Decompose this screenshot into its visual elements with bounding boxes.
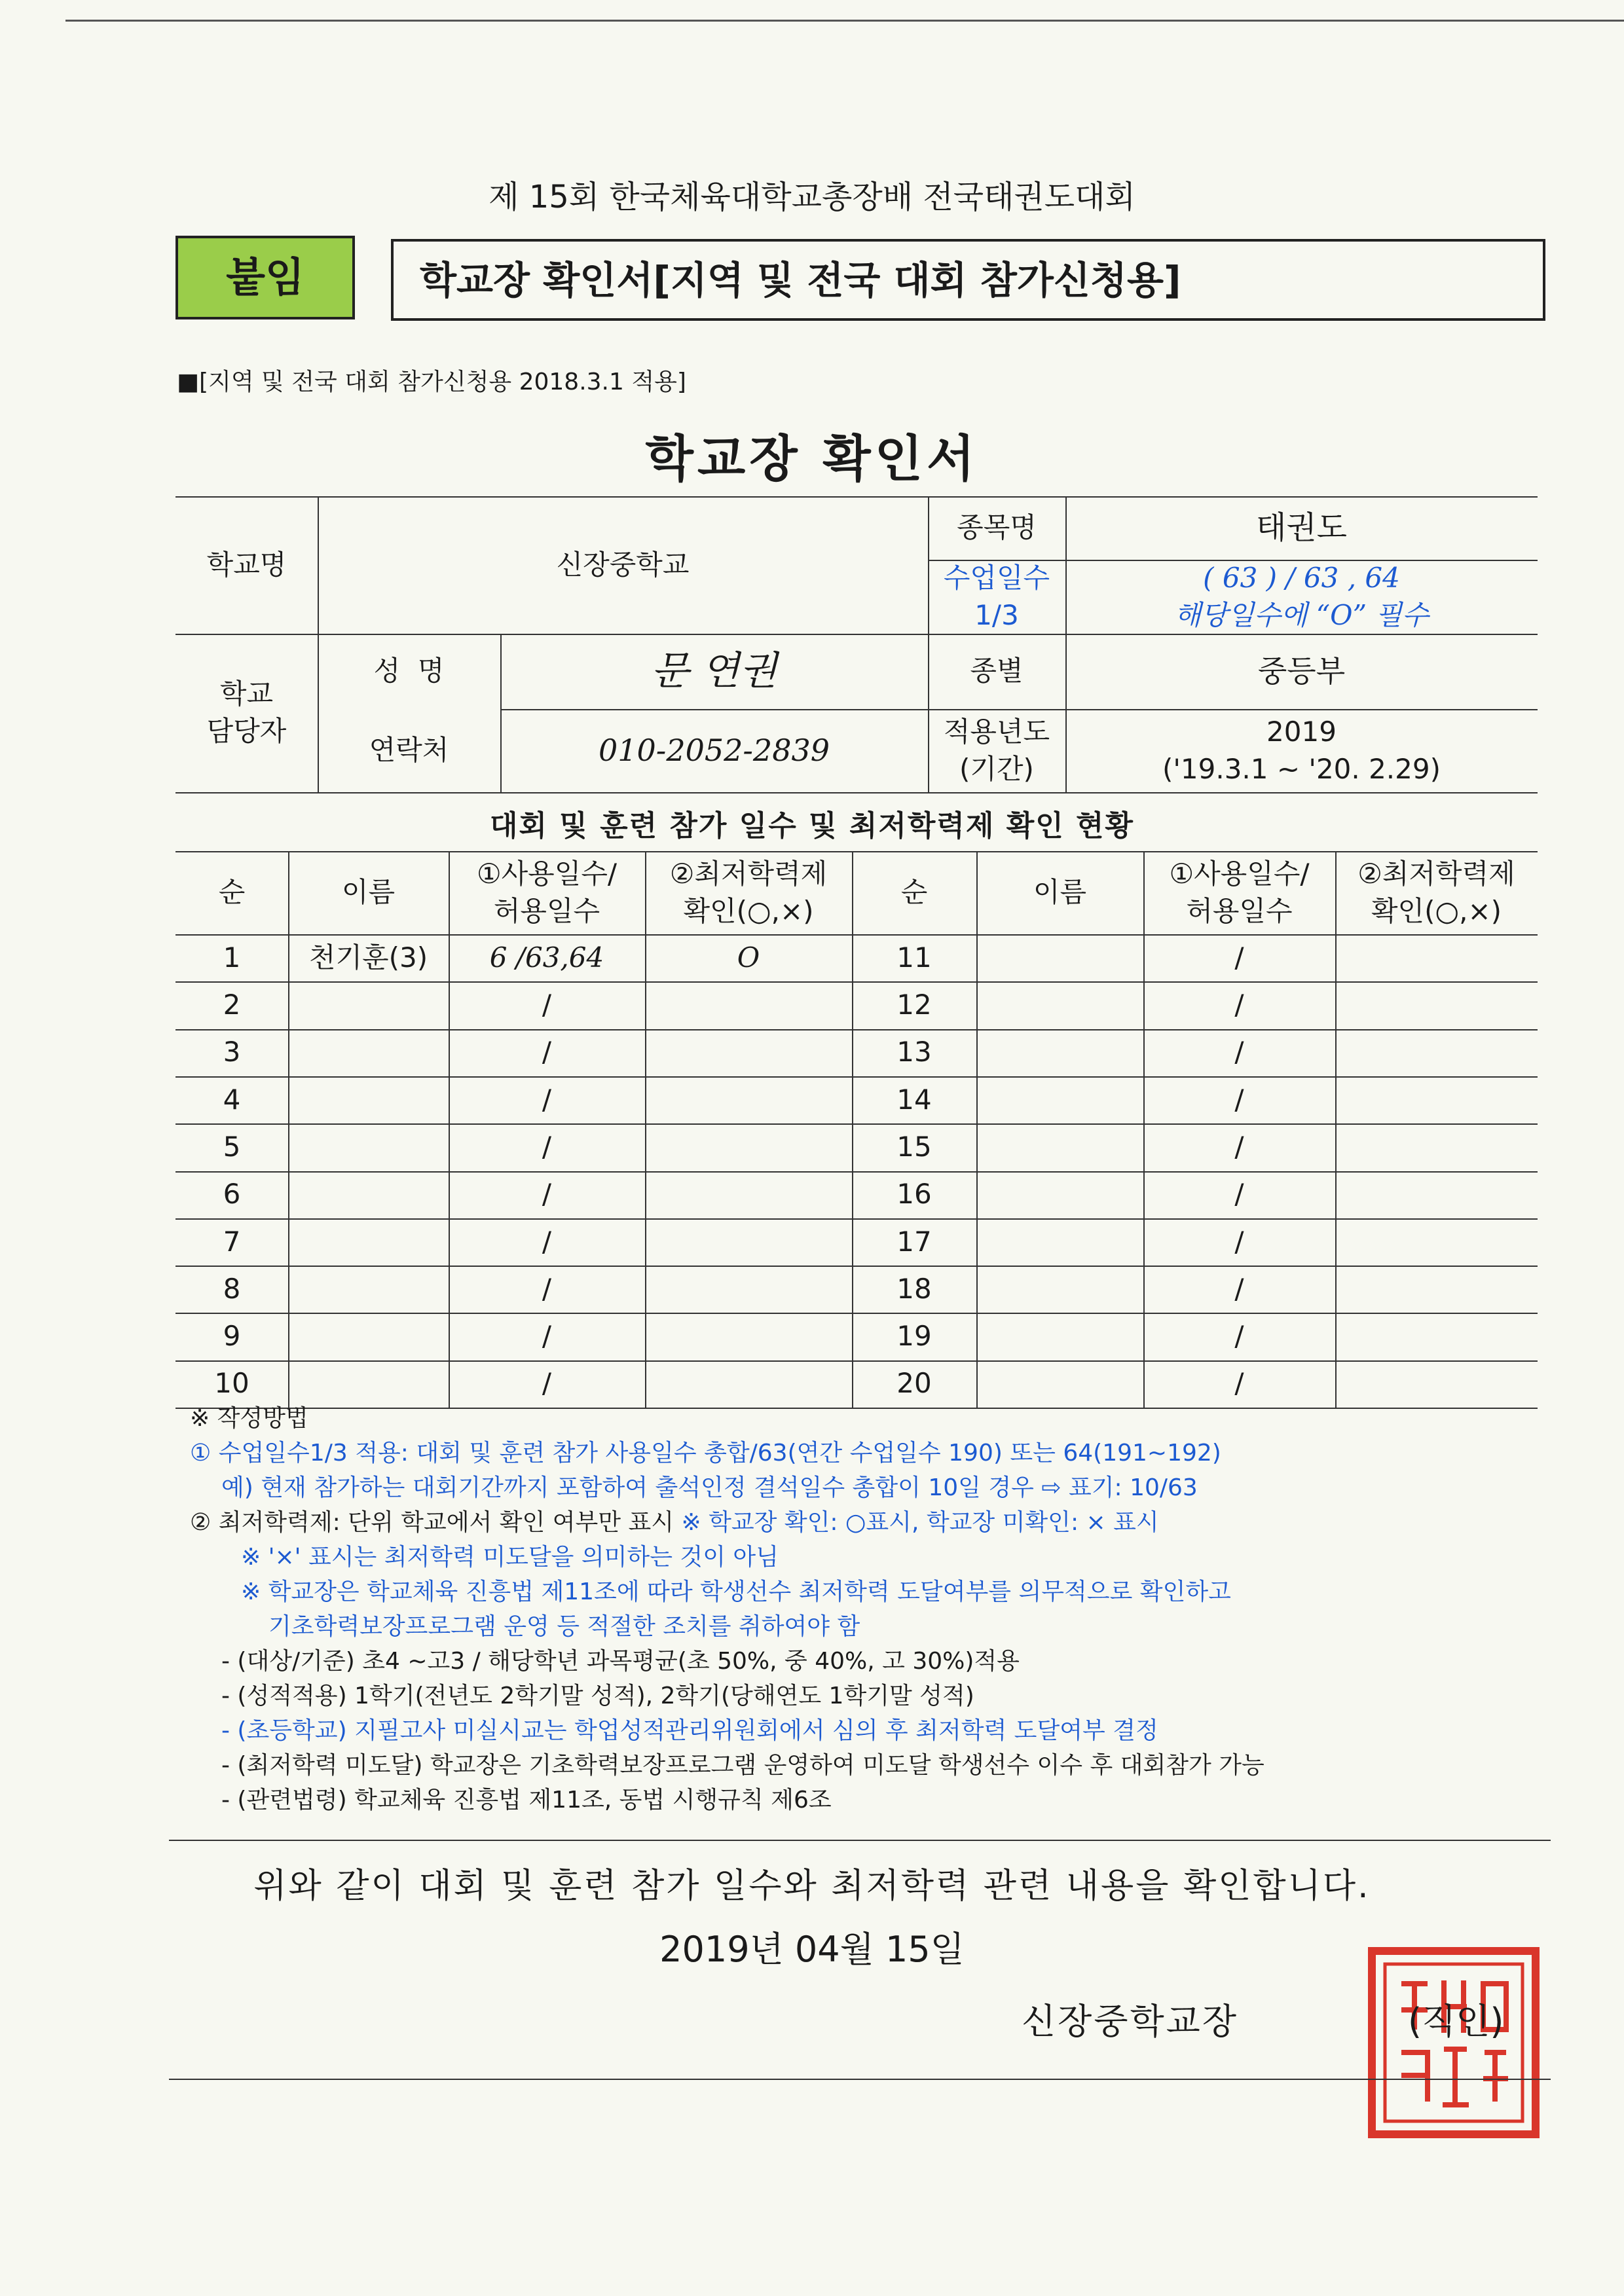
row-number: 2 (223, 989, 241, 1021)
row-number: 6 (223, 1178, 241, 1211)
days-used: / (542, 1272, 552, 1305)
min-academic-check (645, 1123, 852, 1171)
year-label: 적용년도 (기간) (943, 715, 1050, 785)
days-used: / (542, 1036, 552, 1068)
student-name (288, 1029, 449, 1076)
instructions (190, 1401, 1565, 1817)
min-academic-check (1335, 1123, 1538, 1171)
manager-name-label: 성 명 (373, 655, 445, 687)
principal-signature-line: 신장중학교장 (1022, 2001, 1238, 2042)
row-number: 18 (896, 1272, 932, 1305)
row-number: 17 (896, 1225, 932, 1258)
days-used: / (1234, 1225, 1244, 1258)
days-used: / (542, 1130, 552, 1163)
row-number: 1 (223, 941, 241, 974)
row-number: 13 (896, 1036, 932, 1068)
days-used: / (1234, 1083, 1244, 1116)
notice-line: ■[지역 및 전국 대회 참가신청용 2018.3.1 적용] (177, 369, 686, 395)
bottom-rule (169, 2079, 1551, 2080)
days-used: / (542, 1225, 552, 1258)
attachment-badge: 붙임 (175, 236, 355, 319)
student-name (288, 981, 449, 1029)
days-used: / (1234, 1367, 1244, 1400)
min-academic-check (1335, 1171, 1538, 1218)
note-line-10: - (최저학력 미도달) 학교장은 기초학력보장프로그램 운영하여 미도달 학생선수 이수 후 대회참가 가능 (221, 1752, 1264, 1779)
student-name (288, 1313, 449, 1360)
manager-label: 학교 담당자 (206, 678, 287, 747)
student-name (288, 1076, 449, 1123)
class-label: 종별 (970, 655, 1024, 687)
header-check-right: ②최저학력제 확인(○,×) (1357, 857, 1515, 927)
header-days-right: ①사용일수/ 허용일수 (1169, 857, 1310, 927)
student-name (976, 1029, 1143, 1076)
student-name (976, 934, 1143, 981)
min-academic-check (645, 1218, 852, 1266)
header-no-left: 순 (218, 876, 246, 909)
days-used: / (1234, 1320, 1244, 1353)
row-number: 7 (223, 1225, 241, 1258)
student-name (288, 1171, 449, 1218)
min-academic-check (645, 1029, 852, 1076)
note-line-9: - (초등학교) 지필고사 미실시교는 학업성적관리위원회에서 심의 후 최저학력 도달여부 결정 (221, 1717, 1158, 1744)
class-value: 중등부 (1257, 653, 1346, 689)
class-days-ratio: ( 63 ) / 63 , 64 (1203, 561, 1400, 594)
table-subheading: 대회 및 훈련 참가 일수 및 최저학력제 확인 현황 (489, 809, 1135, 843)
row-number: 14 (896, 1083, 932, 1116)
days-used: / (1234, 941, 1244, 974)
note-line-11: - (관련법령) 학교체육 진흥법 제11조, 동법 시행규칙 제6조 (221, 1787, 832, 1813)
min-academic-check (1335, 1076, 1538, 1123)
min-academic-check (645, 1266, 852, 1313)
row-number: 15 (896, 1130, 932, 1163)
row-number: 3 (223, 1036, 241, 1068)
note-line-2: 예) 현재 참가하는 대회기간까지 포함하여 출석인정 결석일수 총합이 10일 경우 ⇨ 표기: 10/63 (221, 1474, 1198, 1501)
row-number: 5 (223, 1130, 241, 1163)
row-number: 4 (223, 1083, 241, 1116)
row-number: 12 (896, 989, 932, 1021)
contact-label: 연락처 (369, 734, 449, 767)
row-number: 20 (896, 1367, 932, 1400)
note-line-3: ② 최저학력제: 단위 학교에서 확인 여부만 표시 ※ 학교장 확인: ○표시, 학교장 미확인: × 표시 (190, 1509, 1159, 1536)
student-name: 천기훈(3) (308, 941, 428, 974)
signing-date: 2019년 04월 15일 (659, 1929, 965, 1970)
contact-value: 010-2052-2839 (598, 733, 830, 769)
student-name (976, 1123, 1143, 1171)
min-academic-check (1335, 1029, 1538, 1076)
days-used: / (542, 1178, 552, 1211)
header-days-left: ①사용일수/ 허용일수 (476, 857, 618, 927)
document-box-title: 학교장 확인서[지역 및 전국 대회 참가신청용] (391, 239, 1545, 321)
header-check-left: ②최저학력제 확인(○,×) (669, 857, 828, 927)
min-academic-check (645, 981, 852, 1029)
manager-name-value: 문 연권 (651, 648, 777, 694)
days-used: / (542, 1320, 552, 1353)
notes-divider (169, 1840, 1551, 1841)
min-academic-check (645, 1313, 852, 1360)
header-no-right: 순 (900, 876, 928, 909)
confirmation-statement: 위와 같이 대회 및 훈련 참가 일수와 최저학력 관련 내용을 확인합니다. (253, 1867, 1371, 1906)
note-line-8: - (성적적용) 1학기(전년도 2학기말 성적), 2학기(당해연도 1학기말 성적) (221, 1683, 974, 1709)
student-name (976, 1171, 1143, 1218)
class-days-note: 해당일수에 “O” 필수 (1174, 598, 1429, 631)
note-line-4: ※ '×' 표시는 최저학력 미도달을 의미하는 것이 아님 (241, 1544, 779, 1571)
row-number: 16 (896, 1178, 932, 1211)
student-name (288, 1218, 449, 1266)
note-line-5: ※ 학교장은 학교체육 진흥법 제11조에 따라 학생선수 최저학력 도달여부를 의무적으로 확인하고 (241, 1578, 1231, 1605)
days-used: / (1234, 989, 1244, 1021)
row-number: 9 (223, 1320, 241, 1353)
contest-title: 제 15회 한국체육대학교총장배 전국태권도대회 (489, 179, 1135, 215)
days-used: / (542, 1367, 552, 1400)
student-name (288, 1266, 449, 1313)
seal-label: (직인) (1408, 2001, 1504, 2042)
note-line-6: 기초학력보장프로그램 운영 등 적절한 조치를 취하여야 함 (268, 1613, 860, 1640)
student-name (976, 981, 1143, 1029)
document-title: 학교장 확인서 (645, 429, 979, 488)
note-line-7: - (대상/기준) 초4 ~고3 / 해당학년 과목평균(초 50%, 중 40%, 고 30%)적용 (221, 1648, 1020, 1675)
days-used: / (1234, 1130, 1244, 1163)
min-academic-check (1335, 1266, 1538, 1313)
event-value: 태권도 (1255, 509, 1348, 547)
header-name-right: 이름 (1033, 876, 1087, 909)
min-academic-check (1335, 934, 1538, 981)
days-used: / (1234, 1272, 1244, 1305)
min-academic-check (645, 1076, 852, 1123)
note-line-1: ① 수업일수1/3 적용: 대회 및 훈련 참가 사용일수 총합/63(연간 수업일수 190) 또는 64(191~192) (190, 1440, 1221, 1467)
min-academic-check (1335, 1313, 1538, 1360)
row-number: 19 (896, 1320, 932, 1353)
school-name-value: 신장중학교 (556, 548, 690, 581)
class-days-label: 수업일수 1/3 (943, 561, 1050, 631)
min-academic-check: O (737, 941, 760, 974)
header-name-left: 이름 (341, 876, 396, 909)
min-academic-check (1335, 981, 1538, 1029)
days-used: / (542, 1083, 552, 1116)
student-name (976, 1266, 1143, 1313)
row-number: 8 (223, 1272, 241, 1305)
min-academic-check (645, 1171, 852, 1218)
year-value: 2019 ('19.3.1 ~ '20. 2.29) (1162, 715, 1441, 785)
class-days-value (1065, 560, 1538, 634)
days-used: / (1234, 1178, 1244, 1211)
event-label: 종목명 (957, 511, 1037, 544)
row-number: 10 (214, 1367, 249, 1400)
notes-heading: ※ 작성방법 (190, 1405, 308, 1432)
days-used: / (542, 989, 552, 1021)
min-academic-check (1335, 1218, 1538, 1266)
student-name (288, 1123, 449, 1171)
student-name (976, 1313, 1143, 1360)
school-name-label: 학교명 (206, 548, 287, 581)
student-name (976, 1218, 1143, 1266)
row-number: 11 (896, 941, 932, 974)
days-used: / (1234, 1036, 1244, 1068)
student-name (976, 1076, 1143, 1123)
days-used: 6 /63,64 (489, 941, 604, 974)
top-rule (65, 20, 1624, 22)
